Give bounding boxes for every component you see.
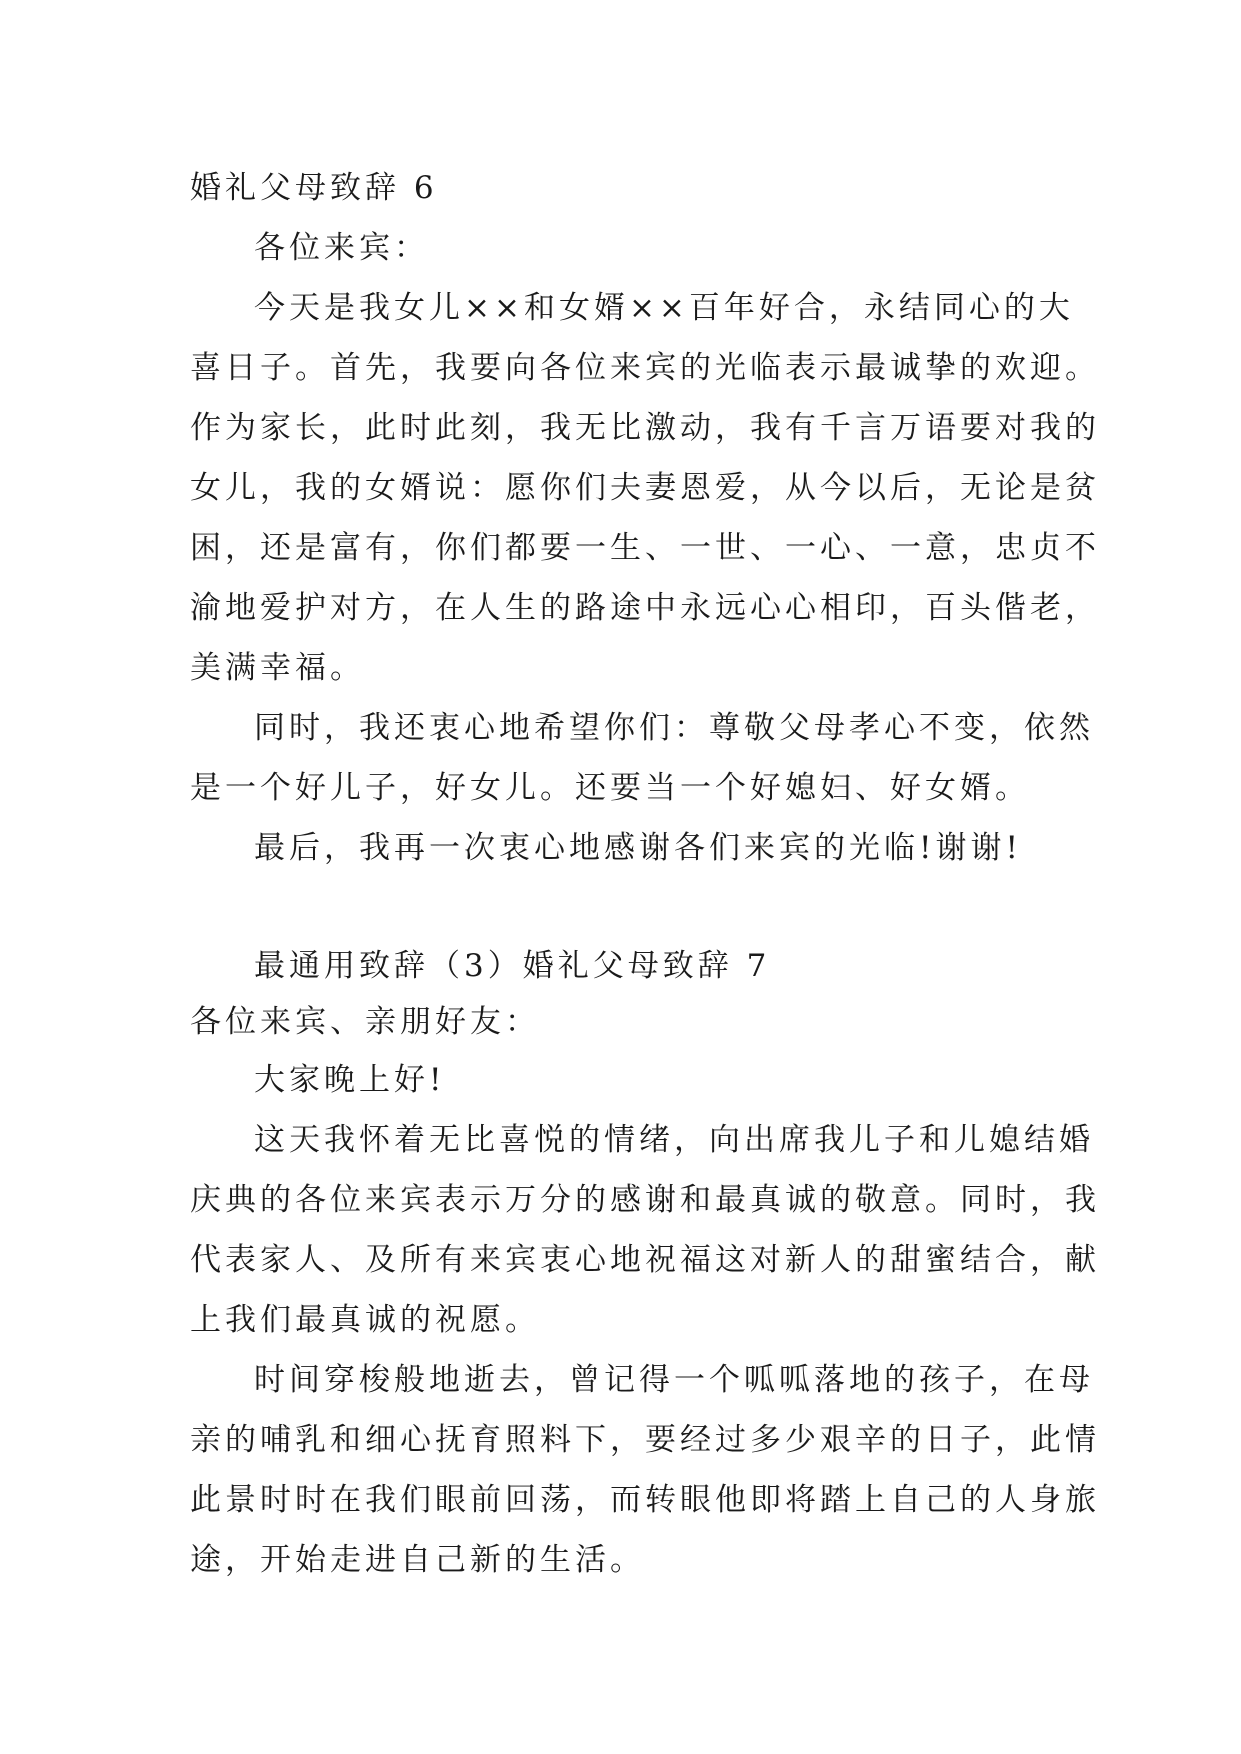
paragraph-line: 这天我怀着无比喜悦的情绪，向出席我儿子和儿媳结婚: [254, 1122, 1094, 1158]
paragraph-line: 亲的哺乳和细心抚育照料下，要经过多少艰辛的日子，此情: [190, 1422, 1100, 1458]
paragraph-line: 途，开始走进自己新的生活。: [190, 1542, 645, 1578]
paragraph-line: 美满幸福。: [190, 650, 365, 686]
paragraph-line: 上我们最真诚的祝愿。: [190, 1302, 540, 1338]
greeting: 各位来宾：: [254, 230, 429, 266]
greeting: 各位来宾、亲朋好友：: [190, 1004, 540, 1040]
section-gap: [190, 878, 1070, 938]
paragraph-line: 此景时时在我们眼前回荡，而转眼他即将踏上自己的人身旅: [190, 1482, 1100, 1518]
paragraph-line: 作为家长，此时此刻，我无比激动，我有千言万语要对我的: [190, 410, 1100, 446]
paragraph-line: 喜日子。首先，我要向各位来宾的光临表示最诚挚的欢迎。: [190, 350, 1100, 386]
paragraph-line: 代表家人、及所有来宾衷心地祝福这对新人的甜蜜结合，献: [190, 1242, 1100, 1278]
paragraph-line: 渝地爱护对方，在人生的路途中永远心心相印，百头偕老，: [190, 590, 1100, 626]
paragraph-line: 困，还是富有，你们都要一生、一世、一心、一意，忠贞不: [190, 530, 1100, 566]
paragraph-line: 今天是我女儿××和女婿××百年好合，永结同心的大: [254, 290, 1074, 326]
paragraph-line: 时间穿梭般地逝去，曾记得一个呱呱落地的孩子，在母: [254, 1362, 1094, 1398]
paragraph-line: 最后，我再一次衷心地感谢各们来宾的光临!谢谢!: [254, 830, 1022, 866]
paragraph-line: 是一个好儿子，好女儿。还要当一个好媳妇、好女婿。: [190, 770, 1030, 806]
section-title: 最通用致辞（3）婚礼父母致辞 7: [254, 948, 771, 984]
paragraph-line: 大家晚上好!: [254, 1062, 446, 1098]
paragraph-line: 女儿，我的女婿说：愿你们夫妻恩爱，从今以后，无论是贫: [190, 470, 1100, 506]
document-body: [190, 158, 1100, 1590]
paragraph-line: 庆典的各位来宾表示万分的感谢和最真诚的敬意。同时，我: [190, 1182, 1100, 1218]
section-title: 婚礼父母致辞 6: [190, 170, 438, 206]
paragraph-line: 同时，我还衷心地希望你们：尊敬父母孝心不变，依然: [254, 710, 1094, 746]
